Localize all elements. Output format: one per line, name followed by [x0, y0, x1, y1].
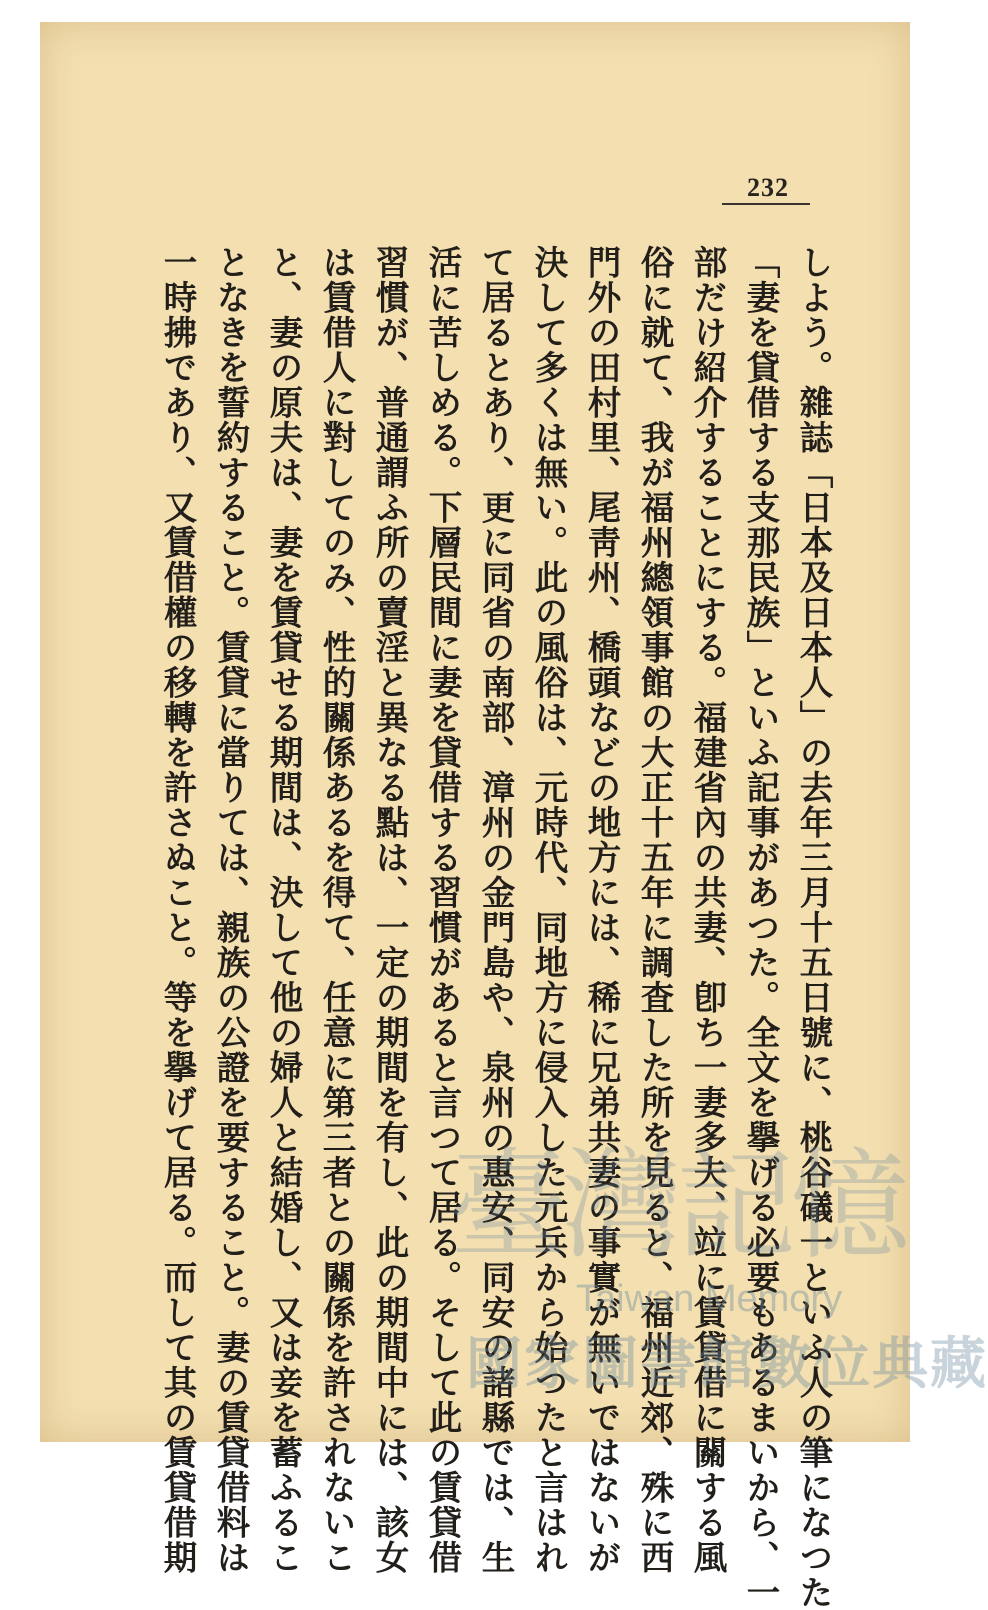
body-text	[98, 245, 843, 1610]
text-line: 門外の田村里、尾靑州、橋頭などの地方には、稀に兄弟共妻の事實が無いではないが	[582, 245, 621, 1575]
text-line: しよう。雜誌「日本及日本人」の去年三月十五日號に、桃谷礒一といふ人の筆になつた	[794, 245, 833, 1610]
watermark-chinese-text: 國家圖書館數位典藏	[466, 1332, 988, 1397]
text-line: 部だけ紹介することにする。福建省內の共妻、卽ち一妻多夫、竝に賃貸借に關する風	[688, 245, 727, 1575]
text-line: となきを誓約すること。賃貸に當りては、親族の公證を要すること。妻の賃貸借料は	[211, 245, 250, 1575]
text-line: 決して多くは無い。此の風俗は、元時代、同地方に侵入した元兵から始つたと言はれ	[529, 245, 568, 1575]
page-number: 232	[747, 173, 789, 202]
text-line: と、妻の原夫は、妻を賃貸せる期間は、決して他の婦人と結婚し、又は妾を蓄ふるこ	[264, 245, 303, 1575]
text-line: 習慣が、普通謂ふ所の賣淫と異なる點は、一定の期間を有し、此の期間中には、該女	[370, 245, 409, 1575]
watermark-english-text: Taiwan Memory	[576, 1278, 843, 1320]
watermark-logo: 臺灣記憶	[448, 1137, 904, 1276]
text-line: 活に苦しめる。下層民間に妻を貸借する習慣があると言つて居る。そして此の賃貸借	[423, 245, 462, 1575]
page-number-rule	[722, 203, 810, 205]
text-line: 俗に就て、我が福州總領事館の大正十五年に調査した所を見ると、福州近郊、殊に西	[635, 245, 674, 1575]
text-line: 「妻を貸借する支那民族」といふ記事があつた。全文を擧げる必要もあるまいから、一	[741, 245, 780, 1610]
text-line: は賃借人に對してのみ、性的關係あるを得て、任意に第三者との關係を許されないこ	[317, 245, 356, 1575]
text-line: 一時拂であり、又賃借權の移轉を許さぬこと。等を擧げて居る。而して其の賃貸借期	[158, 245, 197, 1575]
text-line: て居るとあり、更に同省の南部、漳州の金門島や、泉州の惠安、同安の諸縣では、生	[476, 245, 515, 1575]
